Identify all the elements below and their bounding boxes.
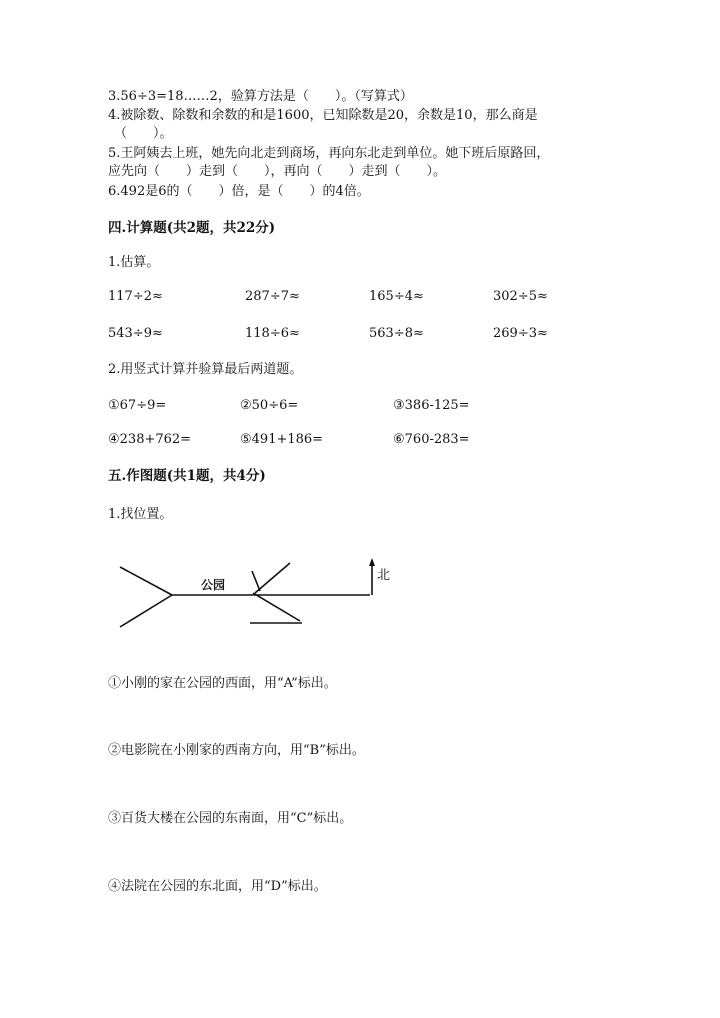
fill-item-3: 3.56÷3=18……2，验算方法是（ ）。（写算式）	[108, 89, 413, 104]
fill-item-5-cont: 应先向（ ）走到（ ），再向（ ）走到（ ）。	[108, 164, 447, 179]
task-item: ①小刚的家在公园的西面，用“A”标出。	[108, 676, 337, 691]
fill-item-4-cont: （ ）。	[114, 126, 173, 141]
calc-problem: ⑥760-283=	[393, 432, 470, 447]
park-label: 公园	[201, 578, 226, 592]
estimate-problem: 165÷4≈	[369, 289, 424, 304]
road-line	[252, 571, 260, 591]
estimate-problem: 269÷3≈	[493, 326, 548, 341]
estimate-problem: 302÷5≈	[493, 289, 548, 304]
estimate-problem: 287÷7≈	[245, 289, 300, 304]
fill-item-6: 6.492是6的（ ）倍，是（ ）的4倍。	[108, 184, 370, 199]
question-find-position-label: 1.找位置。	[108, 507, 173, 522]
section-title-calculation: 四.计算题(共2题，共22分)	[108, 220, 276, 236]
road-line	[120, 595, 172, 627]
task-item: ③百货大楼在公园的东南面，用“C”标出。	[108, 811, 353, 826]
task-item: ②电影院在小刚家的西南方向，用“B”标出。	[108, 743, 365, 758]
road-line	[120, 567, 172, 595]
estimate-problem: 563÷8≈	[369, 326, 424, 341]
calc-problem: ②50÷6=	[240, 398, 299, 413]
calc-problem: ⑤491+186=	[240, 432, 324, 447]
estimate-problem: 117÷2≈	[108, 289, 163, 304]
calc-problem: ③386-125=	[393, 398, 470, 413]
calc-problem: ④238+762=	[108, 432, 192, 447]
north-label: 北	[377, 567, 391, 582]
estimate-problem: 118÷6≈	[245, 326, 300, 341]
street-map-diagram	[110, 555, 410, 635]
section-title-drawing: 五.作图题(共1题，共4分)	[108, 468, 266, 484]
road-line	[253, 593, 300, 621]
question-vertical-calc-label: 2.用竖式计算并验算最后两道题。	[108, 362, 303, 377]
estimate-problem: 543÷9≈	[108, 326, 163, 341]
task-item: ④法院在公园的东北面，用“D”标出。	[108, 879, 327, 894]
calc-problem: ①67÷9=	[108, 398, 167, 413]
fill-item-4: 4.被除数、除数和余数的和是1600，已知除数是20，余数是10，那么商是	[108, 108, 538, 123]
fill-item-5: 5.王阿姨去上班，她先向北走到商场，再向东北走到单位。她下班后原路回，	[108, 146, 550, 161]
north-arrow-head	[369, 558, 375, 566]
road-line	[255, 563, 290, 593]
question-estimate-label: 1.估算。	[108, 255, 160, 270]
